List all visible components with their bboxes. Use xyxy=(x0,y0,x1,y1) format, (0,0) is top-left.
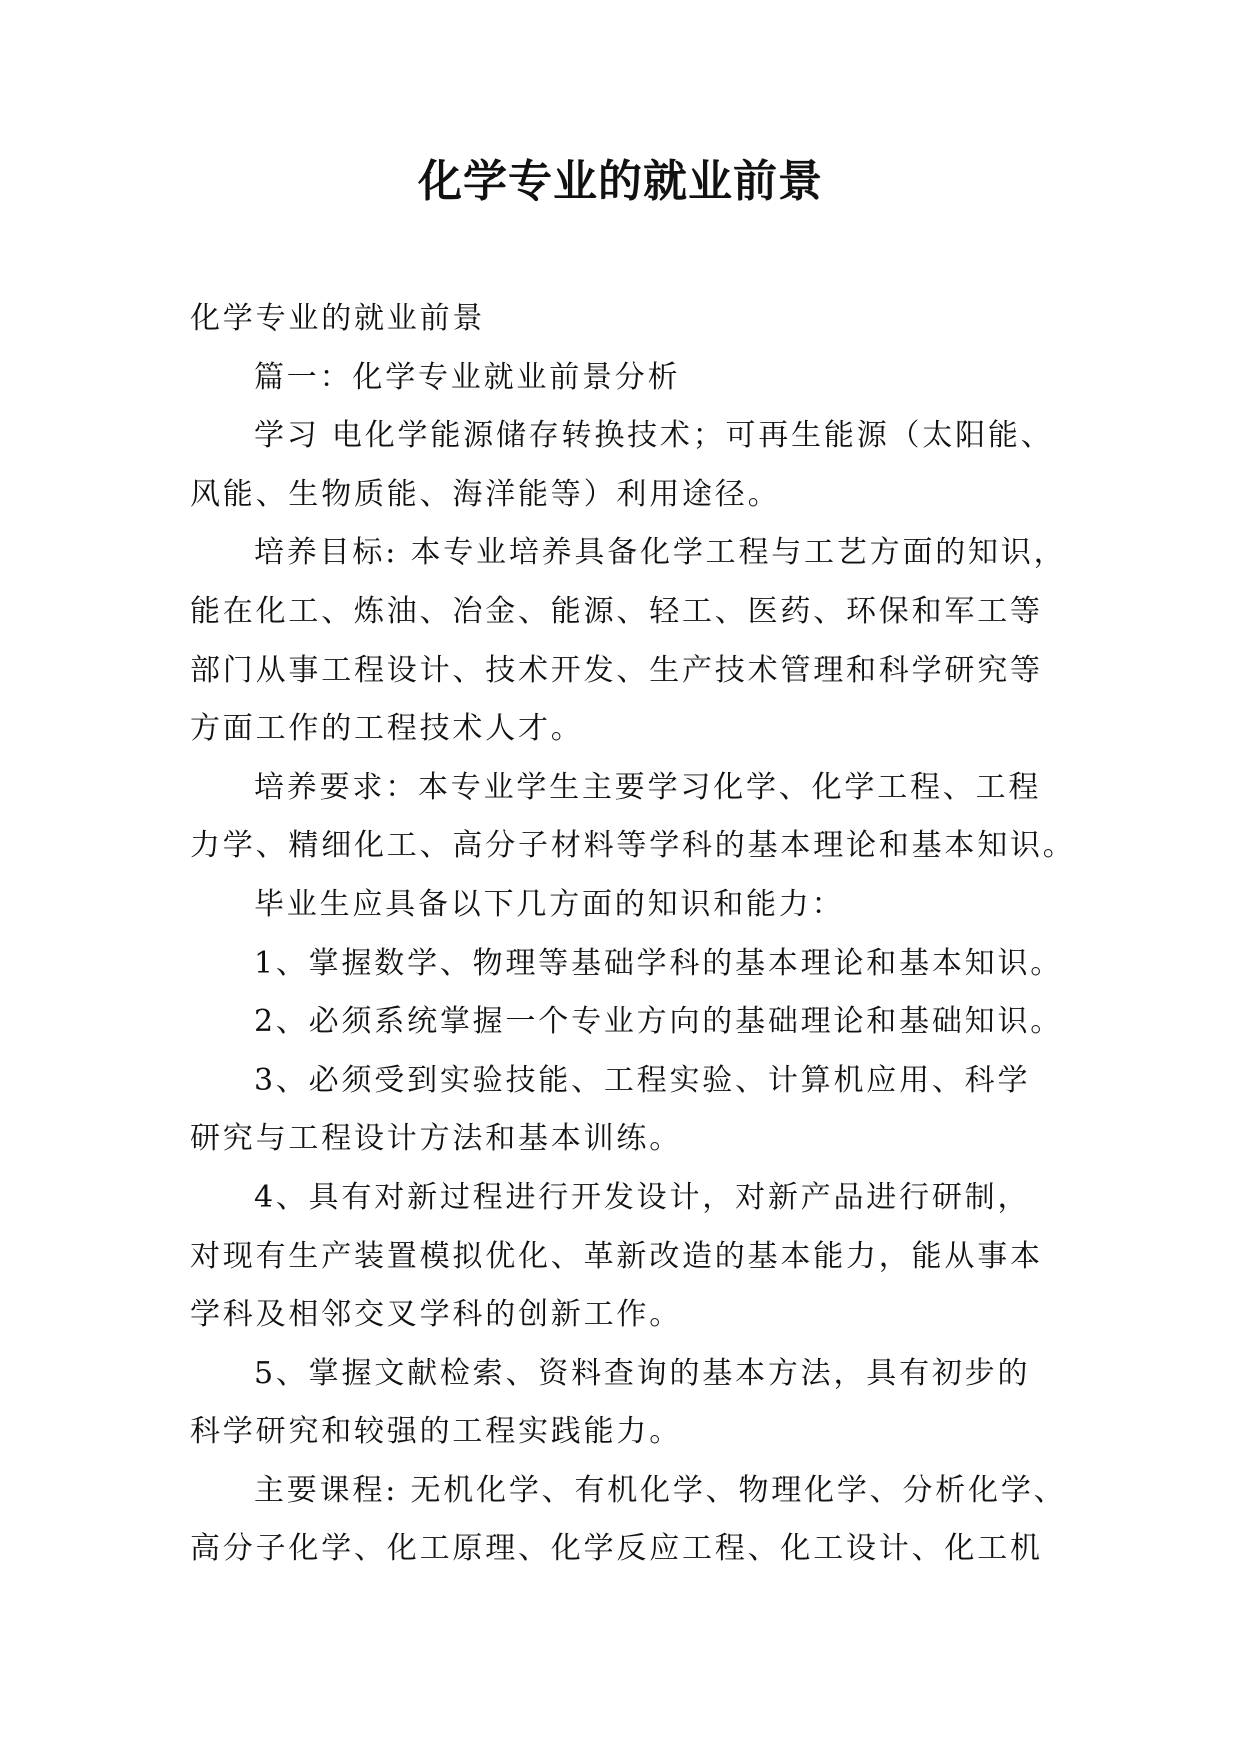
text-line: 培养要求：本专业学生主要学习化学、化学工程、工程 xyxy=(254,769,1042,805)
text-line: 5、掌握文献检索、资料查询的基本方法，具有初步的 xyxy=(254,1355,1031,1391)
text-line: 毕业生应具备以下几方面的知识和能力： xyxy=(254,886,845,922)
text-line: 能在化工、炼油、冶金、能源、轻工、医药、环保和军工等 xyxy=(190,593,1043,629)
text-line: 风能、生物质能、海洋能等）利用途径。 xyxy=(190,476,781,512)
text-line: 学习 电化学能源储存转换技术；可再生能源（太阳能、 xyxy=(254,418,1054,454)
text-line: 对现有生产装置模拟优化、革新改造的基本能力，能从事本 xyxy=(190,1238,1043,1274)
text-line: 4、具有对新过程进行开发设计，对新产品进行研制， xyxy=(254,1179,1031,1215)
text-line: 部门从事工程设计、技术开发、生产技术管理和科学研究等 xyxy=(190,652,1043,688)
text-line: 方面工作的工程技术人才。 xyxy=(190,711,584,747)
text-line: 学科及相邻交叉学科的创新工作。 xyxy=(190,1297,682,1333)
text-line: 科学研究和较强的工程实践能力。 xyxy=(190,1414,682,1450)
text-line: 培养目标: 本专业培养具备化学工程与工艺方面的知识， xyxy=(254,535,1067,571)
text-line: 主要课程: 无机化学、有机化学、物理化学、分析化学、 xyxy=(254,1472,1067,1508)
text-line: 高分子化学、化工原理、化学反应工程、化工设计、化工机 xyxy=(190,1531,1043,1567)
document-title: 化学专业的就业前景 xyxy=(418,156,823,207)
text-line: 力学、精细化工、高分子材料等学科的基本理论和基本知识。 xyxy=(190,828,1076,864)
text-line: 篇一：化学专业就业前景分析 xyxy=(254,359,681,395)
text-line: 化学专业的就业前景 xyxy=(190,301,486,336)
document-body xyxy=(190,290,1076,1579)
text-line: 2、必须系统掌握一个专业方向的基础理论和基础知识。 xyxy=(254,1004,1064,1040)
text-line: 3、必须受到实验技能、工程实验、计算机应用、科学 xyxy=(254,1062,1031,1098)
text-line: 研究与工程设计方法和基本训练。 xyxy=(190,1121,682,1157)
text-line: 1、掌握数学、物理等基础学科的基本理论和基本知识。 xyxy=(254,945,1064,981)
